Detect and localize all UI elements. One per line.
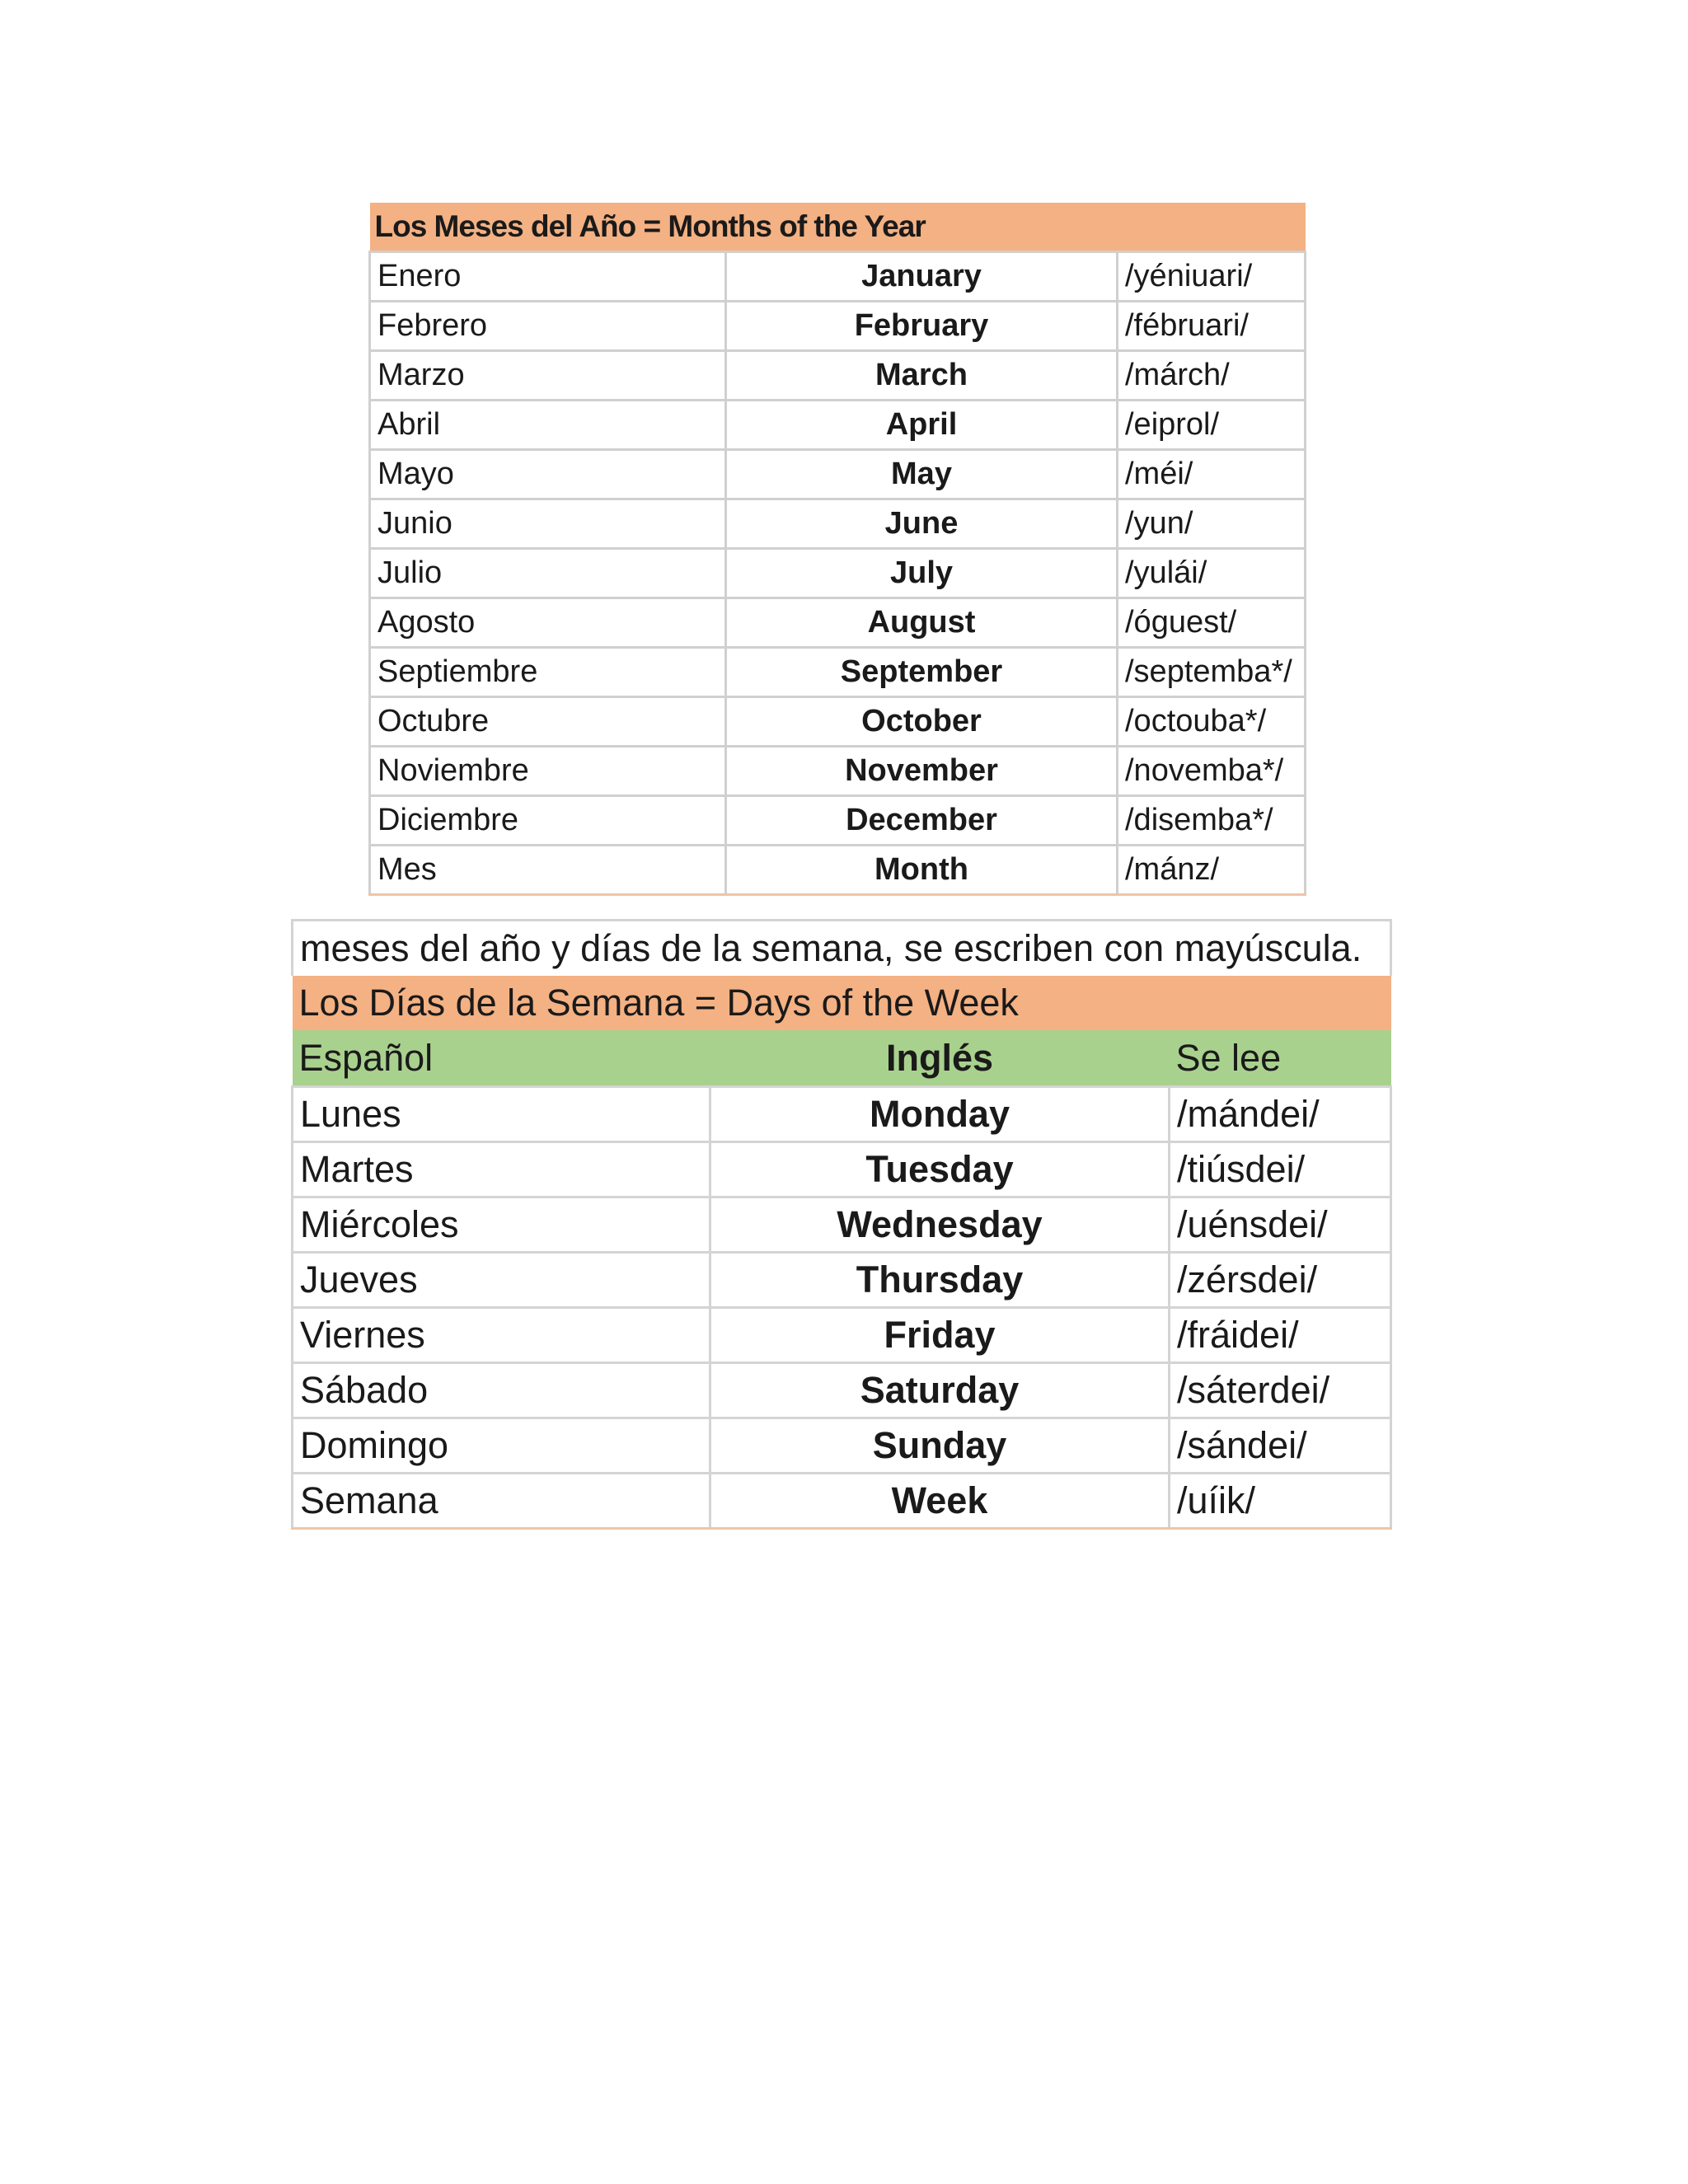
month-es: Diciembre bbox=[370, 796, 726, 846]
month-pron: /mánz/ bbox=[1118, 846, 1306, 895]
month-pron: /óguest/ bbox=[1118, 598, 1306, 648]
day-es: Jueves bbox=[293, 1253, 710, 1308]
month-row bbox=[370, 549, 1306, 598]
day-en: Sunday bbox=[710, 1418, 1170, 1474]
month-es: Octubre bbox=[370, 697, 726, 747]
day-row bbox=[293, 1197, 1391, 1253]
month-row bbox=[370, 499, 1306, 549]
month-en: November bbox=[726, 747, 1118, 796]
month-pron: /eiprol/ bbox=[1118, 401, 1306, 450]
day-pron: /uíik/ bbox=[1170, 1474, 1391, 1529]
month-en: May bbox=[726, 450, 1118, 499]
month-en: July bbox=[726, 549, 1118, 598]
month-en: January bbox=[726, 252, 1118, 302]
day-es: Domingo bbox=[293, 1418, 710, 1474]
month-en: March bbox=[726, 351, 1118, 401]
day-es: Viernes bbox=[293, 1308, 710, 1363]
month-es: Julio bbox=[370, 549, 726, 598]
days-table bbox=[291, 919, 1392, 1530]
days-header-row bbox=[293, 1030, 1391, 1087]
months-title-row bbox=[370, 203, 1306, 252]
month-es: Enero bbox=[370, 252, 726, 302]
month-row bbox=[370, 450, 1306, 499]
day-en: Monday bbox=[710, 1087, 1170, 1142]
day-es: Sábado bbox=[293, 1363, 710, 1418]
day-pron: /uénsdei/ bbox=[1170, 1197, 1391, 1253]
month-pron: /fébruari/ bbox=[1118, 302, 1306, 351]
month-row bbox=[370, 401, 1306, 450]
month-es: Septiembre bbox=[370, 648, 726, 697]
day-row bbox=[293, 1142, 1391, 1197]
day-en: Week bbox=[710, 1474, 1170, 1529]
month-row bbox=[370, 796, 1306, 846]
day-en: Thursday bbox=[710, 1253, 1170, 1308]
month-row bbox=[370, 846, 1306, 895]
capitalization-note-row bbox=[293, 921, 1391, 977]
month-pron: /novemba*/ bbox=[1118, 747, 1306, 796]
month-pron: /octouba*/ bbox=[1118, 697, 1306, 747]
header-espanol: Español bbox=[293, 1030, 710, 1087]
day-row bbox=[293, 1474, 1391, 1529]
month-en: June bbox=[726, 499, 1118, 549]
capitalization-note: meses del año y días de la semana, se escriben con mayúscula. bbox=[293, 921, 1391, 977]
day-es: Martes bbox=[293, 1142, 710, 1197]
month-es: Noviembre bbox=[370, 747, 726, 796]
days-title: Los Días de la Semana = Days of the Week bbox=[293, 976, 1391, 1030]
month-es: Marzo bbox=[370, 351, 726, 401]
month-en: September bbox=[726, 648, 1118, 697]
day-en: Wednesday bbox=[710, 1197, 1170, 1253]
month-es: Mayo bbox=[370, 450, 726, 499]
month-pron: /yéniuari/ bbox=[1118, 252, 1306, 302]
month-pron: /septemba*/ bbox=[1118, 648, 1306, 697]
month-en: October bbox=[726, 697, 1118, 747]
month-row bbox=[370, 302, 1306, 351]
day-es: Miércoles bbox=[293, 1197, 710, 1253]
month-es: Mes bbox=[370, 846, 726, 895]
month-row bbox=[370, 252, 1306, 302]
days-title-row bbox=[293, 976, 1391, 1030]
month-pron: /yun/ bbox=[1118, 499, 1306, 549]
month-row bbox=[370, 697, 1306, 747]
month-row bbox=[370, 648, 1306, 697]
day-pron: /tiúsdei/ bbox=[1170, 1142, 1391, 1197]
months-table bbox=[368, 203, 1306, 896]
day-row bbox=[293, 1087, 1391, 1142]
day-es: Lunes bbox=[293, 1087, 710, 1142]
header-se-lee: Se lee bbox=[1170, 1030, 1391, 1087]
day-en: Friday bbox=[710, 1308, 1170, 1363]
day-en: Saturday bbox=[710, 1363, 1170, 1418]
day-row bbox=[293, 1308, 1391, 1363]
day-row bbox=[293, 1363, 1391, 1418]
month-pron: /yulái/ bbox=[1118, 549, 1306, 598]
day-pron: /fráidei/ bbox=[1170, 1308, 1391, 1363]
day-pron: /zérsdei/ bbox=[1170, 1253, 1391, 1308]
month-es: Febrero bbox=[370, 302, 726, 351]
month-en: April bbox=[726, 401, 1118, 450]
month-pron: /méi/ bbox=[1118, 450, 1306, 499]
month-es: Abril bbox=[370, 401, 726, 450]
header-ingles: Inglés bbox=[710, 1030, 1170, 1087]
month-es: Agosto bbox=[370, 598, 726, 648]
day-row bbox=[293, 1418, 1391, 1474]
month-en: December bbox=[726, 796, 1118, 846]
day-row bbox=[293, 1253, 1391, 1308]
day-pron: /sándei/ bbox=[1170, 1418, 1391, 1474]
day-es: Semana bbox=[293, 1474, 710, 1529]
month-row bbox=[370, 598, 1306, 648]
month-row bbox=[370, 351, 1306, 401]
month-en: Month bbox=[726, 846, 1118, 895]
day-en: Tuesday bbox=[710, 1142, 1170, 1197]
months-title: Los Meses del Año = Months of the Year bbox=[370, 203, 1306, 252]
month-es: Junio bbox=[370, 499, 726, 549]
month-en: August bbox=[726, 598, 1118, 648]
month-pron: /disemba*/ bbox=[1118, 796, 1306, 846]
day-pron: /sáterdei/ bbox=[1170, 1363, 1391, 1418]
month-pron: /márch/ bbox=[1118, 351, 1306, 401]
day-pron: /mándei/ bbox=[1170, 1087, 1391, 1142]
month-en: February bbox=[726, 302, 1118, 351]
month-row bbox=[370, 747, 1306, 796]
